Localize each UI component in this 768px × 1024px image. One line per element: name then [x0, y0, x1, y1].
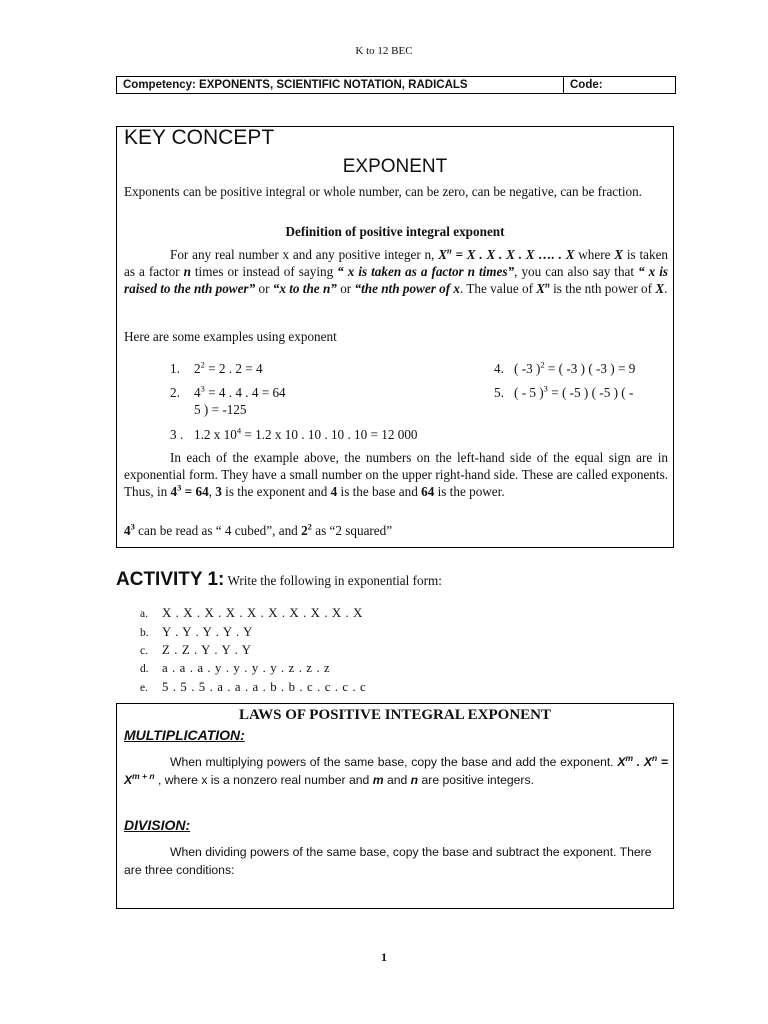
multiplication-paragraph: When multiplying powers of the same base, copy the base and add the exponent. $X^m$ . $X^n = X^{m + n}$ , where x is a nonzero real number and m and n are positive integers.	[124, 752, 668, 787]
activity-instruction: Write the following in exponential form:	[224, 573, 442, 588]
page-header: K to 12 BEC	[355, 45, 413, 57]
read-as-line: $4^3$ can be read as “ 4 cubed”, and $2^2$ as “2 squared”	[124, 521, 393, 538]
intro-paragraph: Exponents can be positive integral or whole number, can be zero, can be negative, can be fraction.	[124, 184, 642, 199]
division-paragraph: When dividing powers of the same base, copy the base and subtract the exponent. There are three conditions:	[124, 845, 652, 877]
competency-table	[116, 76, 676, 94]
exponent-title: EXPONENT	[342, 156, 448, 177]
division-heading: DIVISION:	[124, 817, 191, 833]
key-concept-title: KEY CONCEPT	[124, 126, 275, 149]
activity-item: b. Y . Y . Y . Y . Y	[140, 625, 253, 639]
competency-label: Competency: EXPONENTS, SCIENTIFIC NOTATION, RADICALS	[117, 77, 564, 93]
explanation-paragraph: In each of the example above, the numbers on the left-hand side of the equal sign are in exponential form. They have a small number on the upper right-hand side. These are called exponents. Thus, in $4^3 = 64$, 3 is the exponent and 4 is the base and 64 is the power.	[124, 450, 668, 499]
definition-paragraph: For any real number x and any positive integer n, $X^n = X$ . X . X . X …. . X where X is taken as a factor n times or instead of saying “ x is taken as a factor n times”, you can also say that “ x is raised to the nth power” or “x to the n” or “the nth power of x. The value of $X^n$ is the nth power of X.	[124, 245, 669, 296]
code-label: Code:	[570, 79, 603, 91]
page-number: 1	[381, 950, 387, 964]
laws-title: LAWS OF POSITIVE INTEGRAL EXPONENT	[238, 707, 551, 723]
definition-heading: Definition of positive integral exponent	[285, 224, 505, 239]
activity-item: e. 5 . 5 . 5 . a . a . a . b . b . c . c . c . c	[140, 680, 367, 694]
example-item: 1. $2^2 = 2$ . 2 = 4	[170, 359, 263, 376]
example-item: 5. ( - 5 )$^3$ = ( -5 ) ( -5 ) ( -	[494, 383, 634, 400]
example-item: 4. ( -3 )$^2$ = ( -3 ) ( -3 ) = 9	[494, 359, 636, 376]
examples-intro: Here are some examples using exponent	[124, 329, 337, 344]
example-item: 3 . 1.2 x $10^4 = 1.2$ x 10 . 10 . 10 . 10 = 12 000	[170, 425, 418, 442]
activity-item: c. Z . Z . Y . Y . Y	[140, 643, 252, 657]
activity-title: ACTIVITY 1:	[116, 569, 225, 590]
activity-item: a. X . X . X . X . X . X . X . X . X . X	[140, 606, 363, 620]
multiplication-heading: MULTIPLICATION:	[124, 727, 245, 743]
example-item: 2. $4^3 = 4$ . 4 . 4 = 64 5 ) = -125	[170, 383, 286, 417]
activity-item: d. a . a . a . y . y . y . y . z . z . z	[140, 661, 331, 675]
activity-heading	[116, 569, 442, 591]
